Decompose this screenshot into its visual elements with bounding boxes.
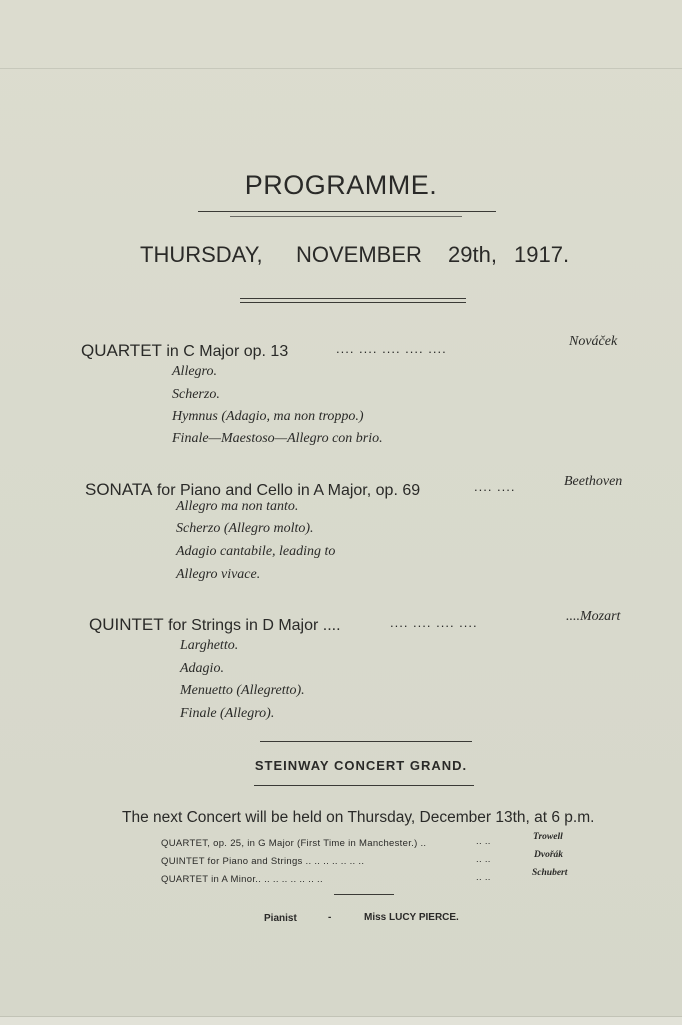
date-month: NOVEMBER [296,242,422,267]
work-1-dots: .... .... .... .... .... [336,341,447,356]
work-3 [89,615,341,635]
steinway-rule-bottom [254,785,474,786]
next-item-3-composer: Schubert [532,868,568,878]
work-2-movement-1: Allegro ma non tanto. [176,499,299,514]
next-item-1: QUARTET, op. 25, in G Major (First Time in Manchester.) .. [161,838,427,849]
date-year: 1917. [514,242,570,267]
work-1-movement-2: Scherzo. [172,387,220,402]
next-item-3: QUARTET in A Minor.. .. .. .. .. .. .. .. [161,874,323,885]
pianist-name: Miss LUCY PIERCE. [364,912,459,923]
steinway-rule-top [260,741,472,742]
work-3-form: QUINTET [89,615,164,634]
next-item-1-composer: Trowell [533,832,563,842]
pianist-label: Pianist [264,913,297,924]
title-underline [198,211,496,212]
date-rule-2 [240,302,466,303]
next-item-2-composer: Dvořák [534,850,564,860]
work-2-dots: .... .... [474,479,516,494]
next-concert-note: The next Concert will be held on Thursday, December 13th, at 6 p.m. [122,809,595,826]
work-1-form: QUARTET [81,341,162,360]
date-rule-1 [240,298,466,299]
programme-title: PROGRAMME. [244,170,438,200]
pianist-rule [334,894,394,895]
work-2-composer: Beethoven [564,474,623,489]
work-2-form: SONATA [85,480,153,499]
work-1-detail: in C Major op. 13 [166,343,289,360]
work-1-movement-1: Allegro. [172,364,217,379]
work-3-movement-4: Finale (Allegro). [180,706,275,721]
work-2-movement-4: Allegro vivace. [176,567,261,582]
work-2-detail: for Piano and Cello in A Major, op. 69 [156,482,421,499]
work-1-composer: Nováček [569,334,618,349]
work-3-movement-3: Menuetto (Allegretto). [180,683,305,698]
work-3-movement-2: Adagio. [180,661,224,676]
work-1-movement-4: Finale—Maestoso—Allegro con brio. [172,431,383,446]
work-2 [85,480,420,500]
work-1-movement-3: Hymnus (Adagio, ma non troppo.) [172,409,364,424]
work-2-movement-2: Scherzo (Allegro molto). [176,521,314,536]
work-3-detail: for Strings in D Major .... [168,617,341,634]
date-day: THURSDAY, [140,242,263,267]
next-item-3-dots: .. .. [476,872,491,883]
next-item-2-dots: .. .. [476,854,491,865]
title-underline-thin [230,216,462,217]
paper-top-edge [0,68,682,69]
work-3-movement-1: Larghetto. [180,638,239,653]
next-item-1-dots: .. .. [476,836,491,847]
work-3-composer: ....Mozart [566,609,621,624]
next-item-2: QUINTET for Piano and Strings .. .. .. .. .. .. .. [161,856,365,867]
pianist-separator: - [328,912,332,923]
work-1 [81,341,288,361]
date-daynum: 29th, [448,242,497,267]
work-3-dots: .... .... .... .... [390,615,478,630]
work-2-movement-3: Adagio cantabile, leading to [176,544,336,559]
steinway-note: STEINWAY CONCERT GRAND. [254,758,468,773]
